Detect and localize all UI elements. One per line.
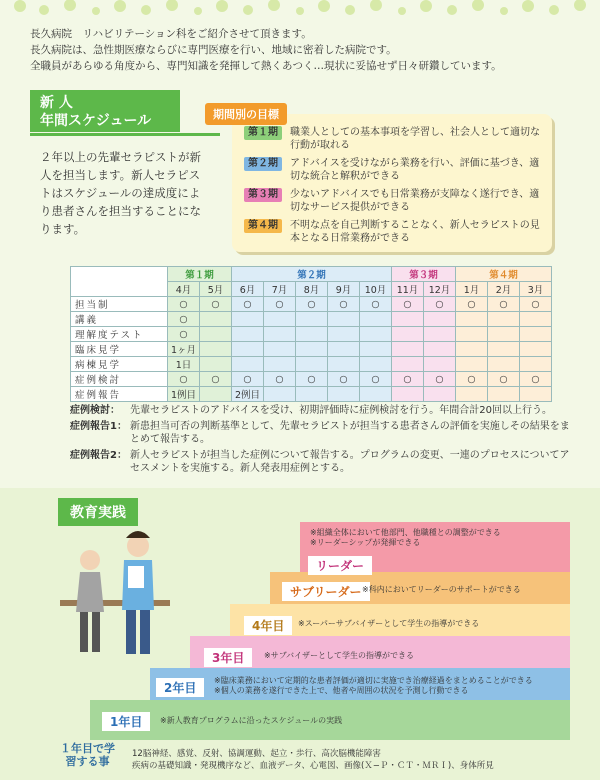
table-cell: 1日 [168, 357, 200, 372]
table-cell: ○ [360, 372, 392, 387]
table-cell [520, 312, 552, 327]
goals-panel [232, 114, 552, 252]
step-desc: ※科内においてリーダーのサポートができる [362, 585, 521, 594]
note [70, 420, 570, 446]
table-cell [424, 357, 456, 372]
table-cell [520, 357, 552, 372]
table-cell [200, 342, 232, 357]
goal-text: 少ないアドバイスでも日常業務が支障なく遂行でき、適切なサービス提供ができる [290, 189, 540, 213]
step-label: サブリーダー [282, 582, 370, 601]
row-label: 講義 [71, 312, 168, 327]
table-cell: ○ [168, 372, 200, 387]
note [70, 449, 570, 475]
table-cell: ○ [264, 372, 296, 387]
table-cell [200, 357, 232, 372]
row-label: 理解度テスト [71, 327, 168, 342]
table-cell [296, 312, 328, 327]
table-cell [456, 387, 488, 402]
notes [70, 404, 570, 478]
note-text: 先輩セラピストのアドバイスを受け、初期評価時に症例検討を行う。年間合計20回以上行う。 [130, 405, 553, 416]
month-header: 1月 [456, 282, 488, 297]
table-cell: 1ヶ月 [168, 342, 200, 357]
table-cell: ○ [200, 297, 232, 312]
month-header: 6月 [232, 282, 264, 297]
month-header: 3月 [520, 282, 552, 297]
table-cell [264, 342, 296, 357]
schedule-title [30, 90, 180, 132]
table-cell [296, 342, 328, 357]
table-cell [456, 357, 488, 372]
step-label: 3年目 [204, 648, 252, 667]
table-cell [520, 327, 552, 342]
table-cell: ○ [296, 372, 328, 387]
table-cell: ○ [488, 297, 520, 312]
table-row [71, 297, 552, 312]
table-cell [520, 387, 552, 402]
table-cell: ○ [424, 297, 456, 312]
bottom-label: １年目で学習する事 [60, 742, 115, 768]
table-cell: ○ [296, 297, 328, 312]
goals-tag: 期間別の目標 [205, 103, 287, 125]
month-header: 7月 [264, 282, 296, 297]
table-cell [360, 312, 392, 327]
month-header: 9月 [328, 282, 360, 297]
table-cell [488, 387, 520, 402]
table-cell: ○ [232, 297, 264, 312]
month-header: 11月 [392, 282, 424, 297]
table-cell: ○ [392, 372, 424, 387]
decorative-dots [0, 0, 600, 28]
note [70, 404, 570, 417]
table-cell: ○ [520, 297, 552, 312]
step-label: 1年目 [102, 712, 150, 731]
career-step [300, 522, 570, 572]
step-desc: ※新人教育プログラムに沿ったスケジュールの実践 [160, 716, 343, 725]
row-label: 症例報告 [71, 387, 168, 402]
table-cell [392, 327, 424, 342]
table-row [71, 357, 552, 372]
table-row [71, 342, 552, 357]
note-term: 症例報告2： [70, 450, 127, 461]
title-line-1: 新 人 [40, 95, 73, 111]
table-row [71, 327, 552, 342]
table-cell: ○ [392, 297, 424, 312]
table-cell [200, 387, 232, 402]
step-label: 2年目 [156, 678, 204, 697]
table-cell [328, 357, 360, 372]
table-cell [456, 327, 488, 342]
table-cell [232, 312, 264, 327]
intro-line-3: 全職員があらゆる角度から、専門知識を発揮して熱くあつく…現状に妥協せず日々研鑽しています。 [30, 60, 502, 72]
phase-header: 第３期 [392, 267, 456, 282]
step-desc: ※臨床業務において定期的な患者評価が適切に実施でき治療経過をまとめることができる ※個人の業務を遂行できた上で、他者や周囲の状況を予測し行動できる [214, 676, 533, 695]
month-header: 8月 [296, 282, 328, 297]
table-cell [328, 327, 360, 342]
row-label: 症例検討 [71, 372, 168, 387]
table-cell [488, 357, 520, 372]
career-step [90, 700, 570, 740]
table-cell: ○ [200, 372, 232, 387]
table-cell: ○ [456, 372, 488, 387]
step-label: 4年目 [244, 616, 292, 635]
career-step [190, 636, 570, 668]
table-row [71, 387, 552, 402]
table-cell [360, 327, 392, 342]
table-cell: ○ [520, 372, 552, 387]
month-header: 10月 [360, 282, 392, 297]
title-line-2: 年間スケジュール [40, 113, 152, 129]
career-step [150, 668, 570, 700]
table-cell [488, 327, 520, 342]
table-cell [200, 327, 232, 342]
table-cell: ○ [232, 372, 264, 387]
table-cell [488, 312, 520, 327]
table-cell [328, 387, 360, 402]
table-cell [264, 312, 296, 327]
step-desc: ※スーパーサブバイザーとして学生の指導ができる [298, 619, 480, 628]
table-cell: ○ [328, 297, 360, 312]
phase-header: 第１期 [168, 267, 232, 282]
schedule-description: ２年以上の先輩セラピストが新人を担当します。新人セラピストはスケジュールの達成度により患者さんを担当することになります。 [40, 150, 201, 236]
table-cell: ○ [456, 297, 488, 312]
table-cell [360, 387, 392, 402]
bottom-text: 12脳神経、感覚、反射、協調運動、起立・歩行、高次脳機能障害 疾病の基礎知識・発現機序など、血液データ、心電図、画像(Ｘ−Ｐ・ＣＴ・ＭＲＩ)、身体所見 [132, 749, 494, 771]
table-cell [392, 387, 424, 402]
step-desc: ※サブバイザーとして学生の指導ができる [264, 651, 415, 660]
table-cell [200, 312, 232, 327]
intro-line-1: 長久病院 リハビリテーション科をご紹介させて頂きます。 [30, 28, 312, 40]
step-label: リーダー [308, 556, 372, 575]
table-cell [296, 327, 328, 342]
table-cell [392, 357, 424, 372]
table-cell [328, 342, 360, 357]
note-text: 新患担当可否の判断基準として、先輩セラピストが担当する患者さんの評価を実施しその結果をまとめて報告する。 [130, 421, 570, 445]
table-cell: ○ [424, 372, 456, 387]
table-cell [424, 312, 456, 327]
intro-line-2: 長久病院は、急性期医療ならびに専門医療を行い、地域に密着した病院です。 [30, 44, 397, 56]
table-cell: ○ [168, 327, 200, 342]
phase-badge: 第１期 [244, 126, 282, 140]
table-cell [232, 342, 264, 357]
note-term: 症例報告1： [70, 421, 127, 432]
goal-text: 職業人としての基本事項を学習し、社会人として適切な行動が取れる [290, 127, 540, 151]
table-cell [232, 357, 264, 372]
phase-header: 第４期 [456, 267, 552, 282]
table-cell [392, 312, 424, 327]
row-label: 担当制 [71, 297, 168, 312]
table-cell [296, 387, 328, 402]
table-cell [456, 342, 488, 357]
table-cell [456, 312, 488, 327]
note-text: 新人セラピストが担当した症例について報告する。プログラムの変更、一連のプロセスについてアセスメントを実施する。新人発表用症例とする。 [130, 450, 570, 474]
career-step [230, 604, 570, 636]
intro-text [30, 26, 590, 74]
education-tag: 教育実践 [58, 498, 138, 526]
table-cell: 2例目 [232, 387, 264, 402]
table-cell [488, 342, 520, 357]
month-header: 12月 [424, 282, 456, 297]
phase-badge: 第４期 [244, 219, 282, 233]
month-header: 5月 [200, 282, 232, 297]
table-cell [360, 342, 392, 357]
people-illustration [60, 520, 170, 660]
phase-badge: 第２期 [244, 157, 282, 171]
table-cell: ○ [264, 297, 296, 312]
row-label: 病棟見学 [71, 357, 168, 372]
row-label: 臨床見学 [71, 342, 168, 357]
table-cell: ○ [328, 372, 360, 387]
note-term: 症例検討： [70, 405, 120, 416]
table-cell [296, 357, 328, 372]
table-row [71, 372, 552, 387]
table-cell [392, 342, 424, 357]
table-cell: ○ [488, 372, 520, 387]
schedule-table [70, 266, 552, 402]
table-cell [424, 387, 456, 402]
month-header: 4月 [168, 282, 200, 297]
table-cell: ○ [360, 297, 392, 312]
table-cell: ○ [168, 297, 200, 312]
table-cell [264, 357, 296, 372]
table-cell [520, 342, 552, 357]
table-cell: 1例目 [168, 387, 200, 402]
month-header: 2月 [488, 282, 520, 297]
table-cell [328, 312, 360, 327]
step-desc: ※組織全体において他部門、他職種との調整ができる ※リーダーシップが発揮できる [310, 528, 501, 547]
goal-text: アドバイスを受けながら業務を行い、評価に基づき、適切な統合と解釈ができる [290, 158, 540, 182]
table-cell [424, 327, 456, 342]
phase-header: 第２期 [232, 267, 392, 282]
table-cell [424, 342, 456, 357]
table-row [71, 312, 552, 327]
table-cell [264, 387, 296, 402]
career-step [270, 572, 570, 604]
table-cell [264, 327, 296, 342]
table-cell [360, 357, 392, 372]
goal-text: 不明な点を自己判断することなく、新人セラピストの見本となる日常業務ができる [290, 220, 540, 244]
phase-badge: 第３期 [244, 188, 282, 202]
table-cell [232, 327, 264, 342]
table-cell: ○ [168, 312, 200, 327]
